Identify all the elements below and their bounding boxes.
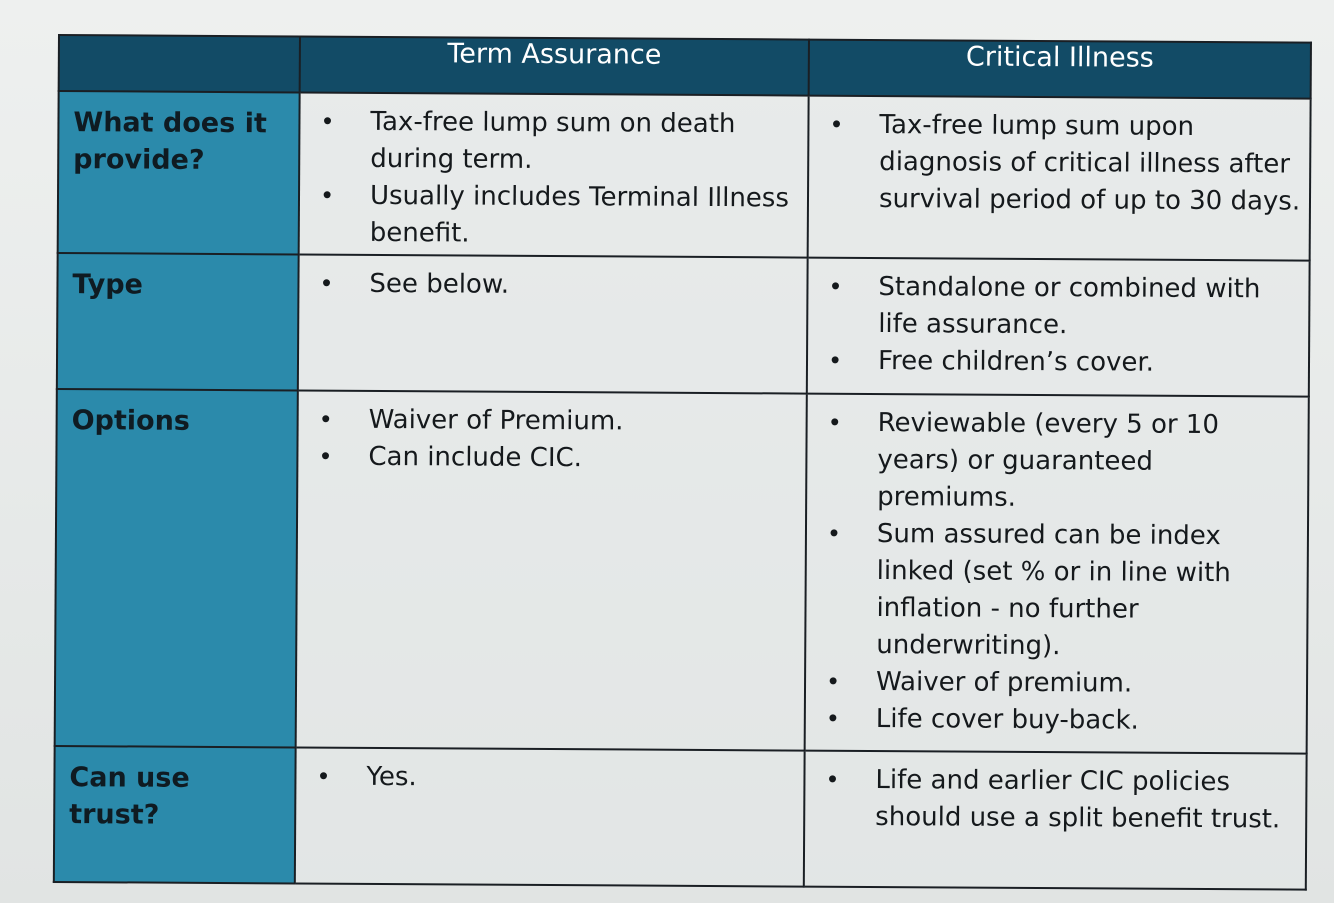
cell-term-type xyxy=(298,254,808,393)
cell-critical-provide xyxy=(808,96,1311,261)
list-item: • Reviewable (every 5 or 10 years) or guaranteed premiums. xyxy=(819,405,1300,519)
list-item: • Tax-free lump sum upon diagnosis of critical illness after survival period of up to 30 days. xyxy=(821,107,1302,221)
list-item: • Standalone or combined with life assurance. xyxy=(820,269,1300,346)
list-item: • Free children’s cover. xyxy=(820,343,1300,383)
table-row xyxy=(58,91,1311,261)
row-label-trust: Can use trust? xyxy=(54,746,296,883)
list-item: • Usually includes Terminal Illness benefit. xyxy=(312,178,799,255)
bullet-list xyxy=(820,269,1301,383)
bullet-list xyxy=(312,104,800,255)
comparison-table xyxy=(53,34,1312,891)
bullet-list xyxy=(310,402,797,479)
list-item: • Waiver of Premium. xyxy=(311,402,798,442)
list-item: • Sum assured can be index linked (set % or in line with inflation - no further underwriting). xyxy=(818,516,1299,667)
list-item: • Yes. xyxy=(308,759,795,799)
cell-critical-options xyxy=(805,394,1309,754)
cell-critical-type xyxy=(807,258,1310,397)
row-label-options: Options xyxy=(55,389,298,747)
cell-term-trust xyxy=(295,747,805,886)
list-item: • Life cover buy-back. xyxy=(818,701,1298,741)
table-header-row xyxy=(59,35,1311,99)
list-item: • Life and earlier CIC policies should use a split benefit trust. xyxy=(817,762,1297,839)
header-critical-illness: Critical Illness xyxy=(809,40,1311,99)
row-label-type: Type xyxy=(57,253,299,390)
row-label-provide: What does it provide? xyxy=(58,91,300,254)
cell-term-options xyxy=(296,390,807,750)
cell-critical-trust xyxy=(804,751,1307,890)
header-term-assurance: Term Assurance xyxy=(300,36,809,95)
bullet-list xyxy=(817,762,1297,839)
bullet-list xyxy=(308,759,795,799)
table-row xyxy=(57,253,1310,397)
bullet-list xyxy=(821,107,1302,221)
cell-term-provide xyxy=(299,92,809,257)
list-item: • Tax-free lump sum on death during term. xyxy=(312,104,799,181)
list-item: • Waiver of premium. xyxy=(818,664,1298,704)
header-blank-cell xyxy=(59,35,300,92)
bullet-list xyxy=(311,266,798,306)
list-item: • See below. xyxy=(311,266,798,306)
bullet-list xyxy=(818,405,1300,741)
table-row xyxy=(54,746,1307,890)
table-row xyxy=(55,389,1309,754)
list-item: • Can include CIC. xyxy=(310,439,797,479)
